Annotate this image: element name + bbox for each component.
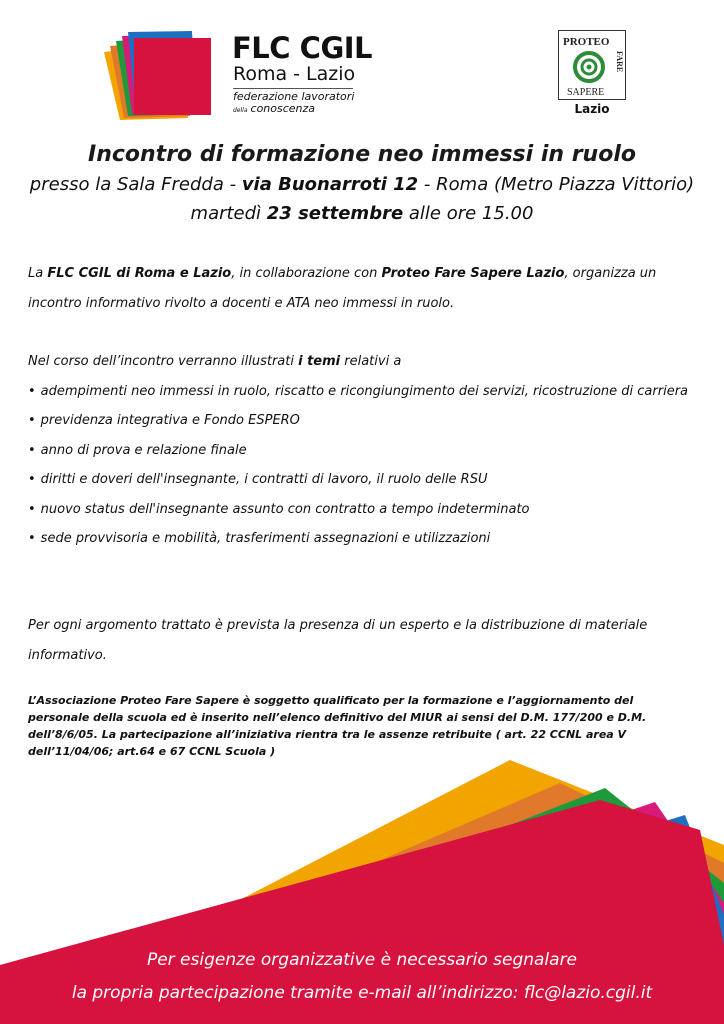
date-prefix: martedì	[190, 203, 267, 224]
intro-org-proteo: Proteo Fare Sapere Lazio	[381, 266, 565, 281]
list-item: • adempimenti neo immessi in ruolo, riscatto e ricongiungimento dei servizi, ricostruzione di carriera	[28, 377, 692, 407]
topics-lead-bold: i temi	[298, 354, 341, 369]
intro-org-flc: FLC CGIL di Roma e Lazio	[47, 266, 232, 281]
flc-cgil-logo	[100, 30, 373, 125]
intro-text-3: , organizza un incontro informativo rivolto a docenti e ATA neo immessi in ruolo.	[28, 266, 657, 311]
flc-federation-word: conoscenza	[250, 102, 316, 115]
list-item: • previdenza integrativa e Fondo ESPERO	[28, 406, 692, 436]
event-date	[0, 203, 724, 224]
footer-email-link[interactable]: flc@lazio.cgil.it	[523, 983, 653, 1003]
footer-line2-prefix: la propria partecipazione tramite e-mail all’indirizzo:	[71, 983, 524, 1003]
flc-divider	[233, 88, 353, 89]
proteo-fare-sapere-logo	[556, 30, 628, 120]
intro-text-1: La	[28, 266, 48, 281]
proteo-logo-top: PROTEO	[563, 36, 610, 48]
flc-fan-icon	[100, 30, 215, 120]
venue-prefix: presso la Sala Fredda -	[29, 174, 242, 195]
venue-address: via Buonarroti 12	[241, 174, 419, 195]
footer-message	[0, 944, 724, 1010]
flc-region: Roma - Lazio	[233, 63, 356, 85]
topics-lead	[28, 347, 692, 377]
flc-federation-line2	[233, 103, 315, 117]
venue-suffix: - Roma (Metro Piazza Vittorio)	[418, 174, 695, 195]
proteo-logo-box	[558, 30, 626, 100]
date-value: 23 settembre	[266, 203, 404, 224]
footer-line2	[0, 977, 724, 1010]
legal-note: L’Associazione Proteo Fare Sapere è soggetto qualificato per la formazione e l’aggiornamento del personale della scuola ed è inserito nell’elenco definitivo del MIUR ai sensi del D.M. 177/200 e D.M. dell’8/6/05. La partecipazione all’iniziativa rientra tra le assenze retribuite ( art. 22 CCNL area V dell’11/04/06; art.64 e 67 CCNL Scuola )	[28, 694, 647, 758]
flc-title: FLC CGIL	[232, 31, 373, 65]
closing-paragraph: Per ogni argomento trattato è prevista la presenza di un esperto e la distribuzione di materiale informativo.	[28, 618, 648, 663]
event-title: Incontro di formazione neo immessi in ruolo	[88, 142, 636, 167]
event-venue	[0, 174, 724, 195]
topics-lead-suffix: relativi a	[340, 354, 402, 369]
list-item: • diritti e doveri dell'insegnante, i contratti di lavoro, il ruolo delle RSU	[28, 465, 692, 495]
list-item: • anno di prova e relazione finale	[28, 436, 692, 466]
list-item: • nuovo status dell'insegnante assunto con contratto a tempo indeterminato	[28, 495, 692, 525]
footer-line1: Per esigenze organizzative è necessario segnalare	[146, 950, 578, 970]
topics-list	[28, 377, 692, 554]
date-suffix: alle ore 15.00	[403, 203, 534, 224]
topics-lead-prefix: Nel corso dell’incontro verranno illustrati	[28, 354, 299, 369]
list-item: • sede provvisoria e mobilità, trasferimenti assegnazioni e utilizzazioni	[28, 524, 692, 554]
flc-federation-line1: federazione lavoratori	[233, 90, 355, 103]
proteo-logo-bottom: SAPERE	[567, 87, 605, 98]
topics-section	[28, 347, 692, 554]
intro-text-2: , in collaborazione con	[231, 266, 382, 281]
flc-federation-small: della	[233, 107, 248, 114]
intro-paragraph	[28, 259, 692, 318]
proteo-logo-side: FARE	[615, 51, 624, 73]
proteo-spiral-icon	[559, 31, 625, 99]
proteo-region-label: Lazio	[574, 102, 610, 116]
